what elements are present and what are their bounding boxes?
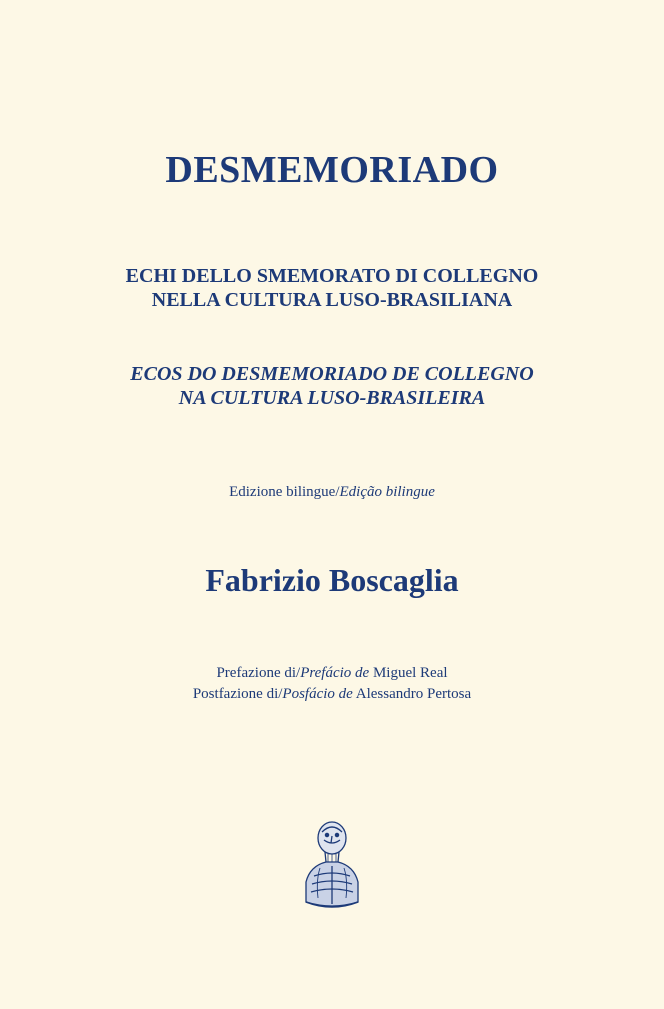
book-title: DESMEMORIADO xyxy=(165,149,499,191)
subtitle-portuguese xyxy=(0,362,664,410)
credits xyxy=(0,663,664,705)
preface-credit xyxy=(0,663,664,684)
anatomical-head-icon xyxy=(306,822,358,907)
preface-author: Miguel Real xyxy=(369,665,448,681)
subtitle-italian xyxy=(0,264,664,312)
subtitle-italian-line-2: NELLA CULTURA LUSO-BRASILIANA xyxy=(151,289,513,311)
subtitle-portuguese-line-2: NA CULTURA LUSO-BRASILEIRA xyxy=(178,387,486,409)
postface-label-portuguese: Posfácio de xyxy=(282,686,353,702)
preface-label-italian: Prefazione di/ xyxy=(216,665,301,681)
author-name: Fabrizio Boscaglia xyxy=(205,562,459,598)
subtitle-italian-line-1: ECHI DELLO SMEMORATO DI COLLEGNO xyxy=(125,265,539,287)
edition-portuguese: Edição bilingue xyxy=(339,484,435,500)
edition-italian: Edizione bilingue/ xyxy=(229,484,340,500)
postface-author: Alessandro Pertosa xyxy=(352,686,472,702)
postface-label-italian: Postfazione di/ xyxy=(192,686,283,702)
preface-label-portuguese: Prefácio de xyxy=(300,665,370,681)
subtitle-portuguese-line-1: ECOS DO DESMEMORIADO DE COLLEGNO xyxy=(130,363,534,385)
publisher-logo xyxy=(296,816,368,912)
postface-credit xyxy=(0,684,664,705)
edition-note xyxy=(0,484,664,501)
